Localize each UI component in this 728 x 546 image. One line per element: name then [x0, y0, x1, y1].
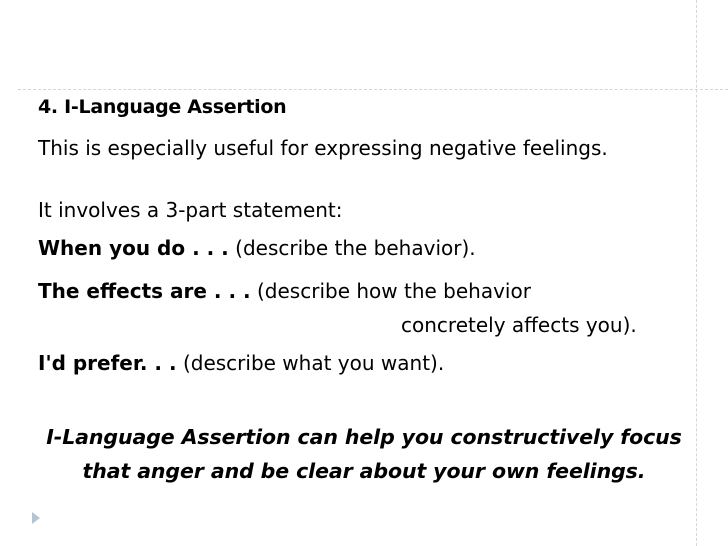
- part-when-desc: (describe the behavior).: [228, 236, 476, 260]
- part-prefer-desc: (describe what you want).: [176, 351, 445, 375]
- part-prefer-lead: I'd prefer. . .: [38, 351, 177, 375]
- statement-intro: It involves a 3-part statement:: [38, 198, 343, 222]
- part-prefer: [38, 351, 444, 375]
- intro-text: This is especially useful for expressing negative feelings.: [38, 136, 608, 160]
- triangle-bullet-icon: [32, 512, 40, 524]
- part-when: [38, 236, 476, 260]
- part-effects-lead: The effects are . . .: [38, 279, 251, 303]
- part-effects: [38, 279, 531, 303]
- slide-heading: 4. I-Language Assertion: [38, 96, 287, 118]
- slide-frame-top: [18, 89, 728, 90]
- part-effects-desc: (describe how the behavior: [250, 279, 531, 303]
- summary-line-2: that anger and be clear about your own feelings.: [82, 459, 646, 483]
- part-effects-desc-cont: concretely affects you).: [401, 313, 637, 337]
- summary-line-1: I-Language Assertion can help you constructively focus: [46, 425, 682, 449]
- summary-callout: [0, 420, 728, 488]
- part-when-lead: When you do . . .: [38, 236, 229, 260]
